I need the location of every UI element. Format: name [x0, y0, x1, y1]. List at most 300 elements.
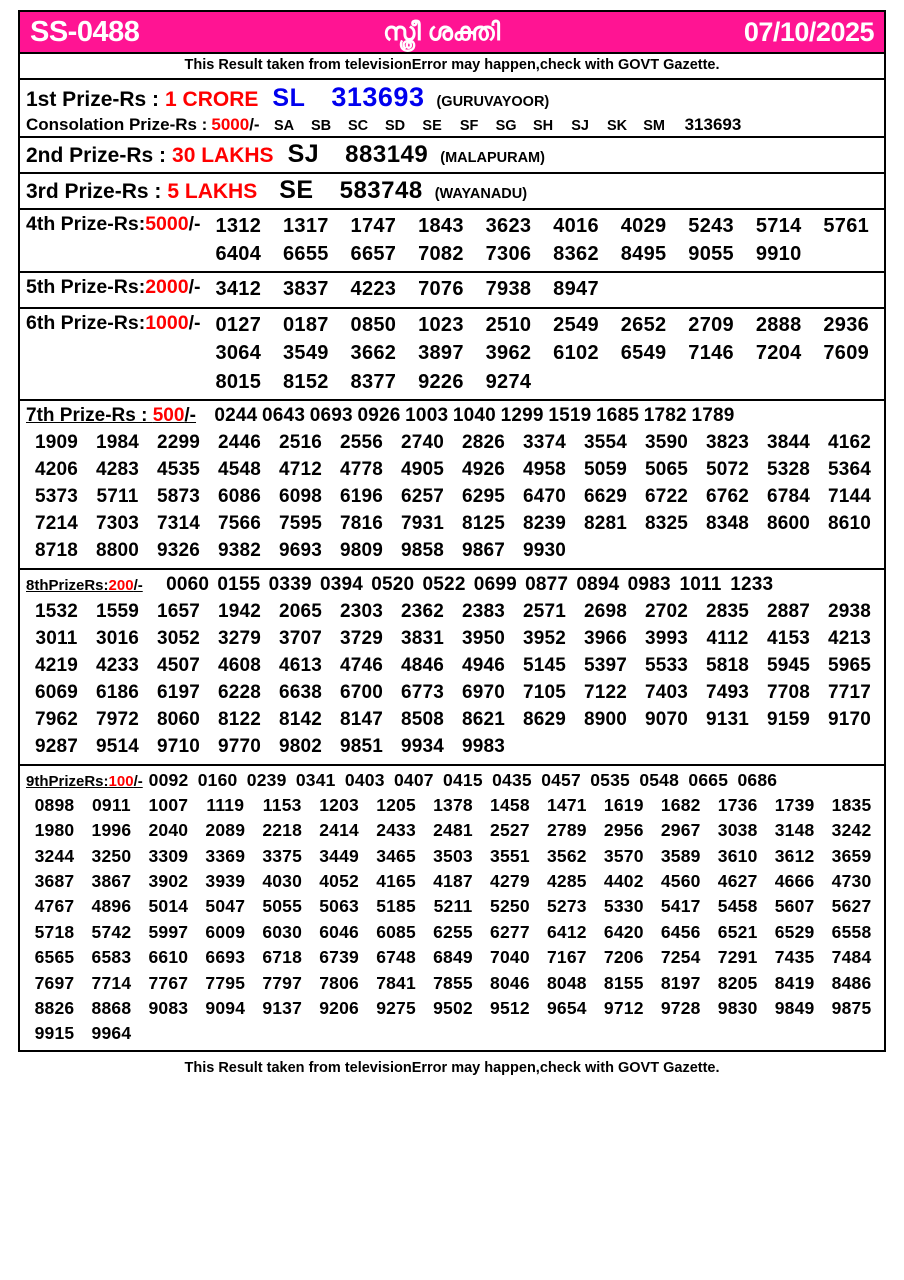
sixth-prize-line: [26, 311, 880, 396]
prize-number: 2709: [688, 313, 734, 336]
prize-number: 4112: [706, 627, 749, 649]
prize-number: 6228: [217, 681, 262, 703]
prize-number: 1040: [452, 405, 496, 427]
prize-number: 6102: [553, 342, 599, 365]
prize-number: 4219: [34, 654, 79, 676]
prize-number: 3966: [583, 627, 628, 649]
prize-number: 2652: [620, 313, 667, 336]
prize-number: 5273: [546, 896, 587, 917]
prize-number: 7806: [319, 972, 359, 993]
prize-number: 4402: [603, 871, 644, 892]
prize-number: 5243: [688, 214, 734, 237]
prize-number: 1835: [831, 794, 872, 815]
prize-number: 8122: [217, 708, 262, 730]
prize-number: 9287: [34, 735, 79, 757]
prize-number: 4162: [827, 431, 872, 453]
prize-number: 1739: [774, 794, 815, 815]
prize-number: 2510: [485, 313, 532, 336]
prize-number: 8325: [644, 512, 689, 534]
prize-number: 3309: [148, 845, 189, 866]
prize-number: 0127: [215, 313, 262, 336]
prize-number: 9851: [339, 735, 384, 757]
prize-number: 0160: [197, 769, 238, 790]
prize-number: 0983: [627, 573, 671, 595]
prize-number: 3823: [705, 431, 750, 453]
prize-number: 8718: [34, 539, 79, 561]
prize-number: 2549: [553, 313, 599, 336]
prize-number: 6186: [95, 681, 140, 703]
seventh-prize-suffix: /-: [184, 405, 197, 427]
prize-number: 6549: [620, 342, 667, 365]
prize-number: 2887: [766, 600, 811, 622]
ninth-prize-label: [26, 773, 144, 790]
prize-number: 0415: [443, 769, 483, 790]
prize-number: 0155: [217, 573, 261, 595]
prize-number: 1007: [148, 794, 189, 815]
prize-number: 7306: [485, 243, 532, 266]
prize-number: 9849: [774, 997, 815, 1018]
prize-number: 6086: [217, 485, 262, 507]
prize-number: 9274: [485, 370, 532, 393]
prize-number: 5718: [34, 921, 75, 942]
prize-number: 7962: [34, 708, 79, 730]
prize-number: 3662: [350, 342, 397, 365]
prize-number: 3939: [205, 871, 246, 892]
prize-number: 9070: [644, 708, 689, 730]
consolation-series-code: SG: [495, 117, 517, 134]
consolation-prize-amount: 5000: [211, 114, 250, 134]
prize-board: [18, 80, 886, 1052]
prize-number: 0407: [393, 769, 434, 790]
prize-number: 7816: [339, 512, 384, 534]
prize-number: 5211: [433, 896, 473, 917]
result-header-band: [18, 10, 886, 54]
prize-number: 8197: [660, 972, 701, 993]
second-prize-amount: 30 LAKHS: [172, 143, 274, 167]
eighth-prize-amount: 200: [108, 576, 134, 594]
prize-number: 4153: [766, 627, 811, 649]
prize-number: 7122: [583, 681, 628, 703]
prize-number: 7167: [546, 947, 587, 968]
prize-number: 1909: [34, 431, 79, 453]
third-prize-number: 583748: [339, 176, 423, 204]
prize-number: 7697: [34, 972, 75, 993]
fourth-prize-label: [26, 212, 201, 236]
prize-number: 6849: [433, 947, 473, 968]
prize-number: 3844: [766, 431, 811, 453]
prize-number: 6565: [34, 947, 75, 968]
prize-number: 2299: [156, 431, 201, 453]
prize-number: 5714: [755, 214, 802, 237]
prize-number: 5364: [827, 458, 872, 480]
ninth-prize-first-line: [26, 768, 880, 793]
prize-number: 8508: [400, 708, 445, 730]
prize-number: 1996: [91, 820, 132, 841]
eighth-prize-label: [26, 577, 162, 594]
prize-number: 0693: [309, 405, 353, 427]
prize-number: 2789: [546, 820, 587, 841]
prize-number: 1153: [262, 794, 302, 815]
prize-number: 2516: [278, 431, 323, 453]
prize-number: 4730: [831, 871, 872, 892]
prize-number: 8142: [278, 708, 323, 730]
sixth-prize-label-text: 6th Prize-Rs:: [26, 311, 146, 334]
prize-number: 6558: [831, 921, 872, 942]
prize-number: 1119: [206, 794, 245, 815]
prize-number: 2956: [603, 820, 644, 841]
fourth-prize-amount: 5000: [145, 212, 189, 235]
prize-number: 0850: [350, 313, 397, 336]
prize-number: 5945: [766, 654, 811, 676]
prize-number: 9915: [34, 1023, 75, 1044]
prize-number: 1532: [34, 600, 79, 622]
sixth-prize-row: [20, 309, 884, 401]
first-prize-series: SL: [272, 83, 306, 112]
prize-number: 2702: [644, 600, 689, 622]
prize-number: 9206: [319, 997, 359, 1018]
prize-number: 3549: [282, 342, 329, 365]
prize-number: 9226: [418, 370, 464, 393]
prize-number: 4187: [433, 871, 473, 892]
prize-number: 4896: [91, 896, 132, 917]
prize-number: 0244: [214, 405, 258, 427]
prize-number: 6700: [339, 681, 384, 703]
consolation-series-code: SH: [533, 117, 554, 134]
prize-number: 3950: [461, 627, 506, 649]
prize-number: 9867: [461, 539, 506, 561]
prize-number: 8600: [766, 512, 811, 534]
prize-number: 9514: [95, 735, 140, 757]
fourth-prize-row: [20, 210, 884, 274]
prize-number: 0877: [525, 573, 569, 595]
prize-number: 6773: [400, 681, 445, 703]
prize-number: 3369: [205, 845, 246, 866]
prize-number: 6069: [34, 681, 79, 703]
prize-number: 0686: [737, 769, 778, 790]
prize-number: 9934: [400, 735, 445, 757]
prize-number: 0239: [246, 769, 287, 790]
prize-number: 3729: [339, 627, 384, 649]
prize-number: 1559: [95, 600, 140, 622]
prize-number: 2481: [433, 820, 473, 841]
prize-number: 7795: [205, 972, 246, 993]
prize-number: 9326: [156, 539, 201, 561]
prize-number: 3962: [485, 342, 532, 365]
prize-number: 5458: [717, 896, 758, 917]
prize-number: 4846: [400, 654, 445, 676]
prize-number: 1471: [546, 794, 587, 815]
prize-number: 2362: [400, 600, 445, 622]
prize-number: 9875: [831, 997, 872, 1018]
prize-number: 6629: [583, 485, 628, 507]
prize-number: 0339: [268, 573, 312, 595]
prize-number: 2040: [148, 820, 189, 841]
ninth-prize-amount: 100: [108, 772, 134, 790]
prize-number: 6046: [319, 921, 359, 942]
prize-number: 1011: [679, 573, 722, 595]
prize-number: 4052: [319, 871, 359, 892]
prize-number: 0911: [92, 794, 131, 815]
prize-number: 5185: [376, 896, 416, 917]
prize-number: 6412: [546, 921, 587, 942]
prize-number: 7484: [831, 947, 872, 968]
prize-number: 3902: [148, 871, 189, 892]
prize-number: 5742: [91, 921, 132, 942]
prize-number: 2740: [400, 431, 445, 453]
prize-number: 3038: [717, 820, 758, 841]
prize-number: 8147: [339, 708, 384, 730]
prize-number: 8629: [522, 708, 567, 730]
prize-number: 2888: [755, 313, 802, 336]
seventh-prize-first-line: [26, 403, 880, 430]
prize-number: 7493: [705, 681, 750, 703]
seventh-prize-row: [20, 401, 884, 570]
prize-number: 2826: [461, 431, 506, 453]
prize-number: 1736: [717, 794, 758, 815]
prize-number: 8621: [461, 708, 506, 730]
prize-number: 3551: [490, 845, 530, 866]
second-prize-series: SJ: [287, 139, 320, 168]
prize-number: 3831: [400, 627, 445, 649]
consolation-series-code: SE: [422, 117, 442, 134]
prize-number: 8125: [461, 512, 506, 534]
prize-number: 3687: [34, 871, 75, 892]
prize-number: 4946: [461, 654, 506, 676]
prize-number: 4285: [546, 871, 587, 892]
prize-number: 7767: [148, 972, 189, 993]
prize-number: 5965: [827, 654, 872, 676]
prize-number: 8495: [620, 243, 667, 266]
prize-number: 8362: [553, 243, 599, 266]
consolation-prize-suffix: /-: [249, 114, 260, 134]
prize-number: 3837: [282, 278, 329, 301]
prize-number: 9159: [766, 708, 811, 730]
fifth-prize-amount: 2000: [145, 276, 189, 299]
third-prize-label: 3rd Prize-Rs :: [26, 179, 162, 203]
prize-number: 1458: [490, 794, 530, 815]
consolation-prize-line: [26, 115, 880, 135]
seventh-prize-label-text: 7th Prize-Rs :: [26, 405, 153, 427]
prize-number: 9512: [490, 997, 530, 1018]
prize-number: 1685: [596, 405, 640, 427]
prize-number: 1843: [418, 214, 464, 237]
prize-number: 3148: [774, 820, 815, 841]
prize-number: 5145: [522, 654, 567, 676]
prize-number: 0665: [688, 769, 729, 790]
prize-number: 5055: [262, 896, 303, 917]
prize-number: 5250: [490, 896, 530, 917]
prize-number: 3897: [418, 342, 464, 365]
prize-number: 5373: [34, 485, 79, 507]
prize-number: 3412: [215, 278, 262, 301]
prize-number: 4165: [376, 871, 416, 892]
prize-number: 1682: [660, 794, 701, 815]
prize-number: 5072: [705, 458, 750, 480]
prize-number: 5330: [603, 896, 644, 917]
prize-number: 6404: [215, 243, 262, 266]
prize-number: 1317: [282, 214, 329, 237]
prize-number: 1378: [433, 794, 473, 815]
prize-number: 7717: [827, 681, 872, 703]
prize-number: 7938: [485, 278, 532, 301]
prize-number: 9693: [278, 539, 323, 561]
prize-number: 1942: [217, 600, 262, 622]
prize-number: 4507: [156, 654, 201, 676]
fifth-prize-line: [26, 275, 880, 303]
prize-number: 4712: [278, 458, 323, 480]
consolation-series-code: SJ: [571, 117, 589, 134]
fourth-prize-line: [26, 212, 880, 269]
prize-number: 6277: [490, 921, 530, 942]
prize-number: 7403: [644, 681, 689, 703]
prize-number: 6295: [461, 485, 506, 507]
prize-number: 7972: [95, 708, 140, 730]
prize-number: 7146: [688, 342, 734, 365]
seventh-prize-label: [26, 405, 212, 427]
prize-number: 3867: [91, 871, 132, 892]
prize-number: 6521: [717, 921, 758, 942]
prize-number: 9654: [546, 997, 587, 1018]
prize-number: 2433: [376, 820, 416, 841]
prize-number: 5873: [156, 485, 201, 507]
prize-number: 2218: [262, 820, 303, 841]
prize-number: 6748: [376, 947, 416, 968]
prize-number: 9983: [461, 735, 506, 757]
prize-number: 8239: [522, 512, 567, 534]
prize-number: 3279: [217, 627, 262, 649]
prize-number: 4608: [217, 654, 262, 676]
prize-number: 8610: [827, 512, 872, 534]
prize-number: 9930: [522, 539, 567, 561]
prize-number: 7314: [156, 512, 201, 534]
prize-number: 0535: [590, 769, 630, 790]
prize-number: 1980: [34, 820, 75, 841]
ninth-prize-suffix: /-: [133, 772, 143, 790]
prize-number: 6657: [350, 243, 397, 266]
second-prize-row: [20, 138, 884, 174]
eighth-prize-first-line: [26, 572, 880, 599]
prize-number: 6722: [644, 485, 689, 507]
prize-number: 5397: [583, 654, 628, 676]
prize-number: 3707: [278, 627, 323, 649]
prize-number: 6583: [91, 947, 132, 968]
prize-number: 4233: [95, 654, 140, 676]
first-prize-number: 313693: [331, 81, 425, 112]
prize-number: 4206: [34, 458, 79, 480]
prize-number: 9802: [278, 735, 323, 757]
top-disclaimer: This Result taken from televisionError may happen,check with GOVT Gazette.: [18, 54, 886, 80]
prize-number: 5417: [660, 896, 701, 917]
prize-number: 6470: [522, 485, 567, 507]
ninth-prize-numbers-head: [144, 768, 880, 793]
prize-number: 4778: [339, 458, 384, 480]
fifth-prize-numbers: [205, 275, 880, 303]
prize-number: 9770: [217, 735, 262, 757]
prize-number: 9131: [705, 708, 750, 730]
prize-number: 0522: [422, 573, 466, 595]
prize-number: 8152: [282, 370, 329, 393]
prize-number: 3952: [522, 627, 567, 649]
prize-number: 6197: [156, 681, 201, 703]
prize-number: 9382: [217, 539, 262, 561]
prize-number: 2571: [522, 600, 567, 622]
bottom-disclaimer: This Result taken from televisionError may happen,check with GOVT Gazette.: [184, 1059, 720, 1076]
eighth-prize-label-text: 8thPrizeRs:: [26, 576, 109, 594]
prize-number: 8015: [215, 370, 262, 393]
prize-number: 3250: [91, 845, 132, 866]
consolation-series-code: SF: [459, 117, 479, 134]
prize-number: 0092: [148, 769, 189, 790]
prize-number: 2303: [339, 600, 384, 622]
prize-number: 7204: [755, 342, 802, 365]
prize-number: 7303: [95, 512, 140, 534]
seventh-prize-amount: 500: [152, 405, 185, 427]
fifth-prize-label-text: 5th Prize-Rs:: [26, 276, 146, 299]
prize-number: 1519: [548, 405, 592, 427]
prize-number: 1782: [643, 405, 687, 427]
prize-number: 5711: [96, 485, 139, 507]
prize-number: 4958: [522, 458, 567, 480]
prize-number: 9502: [433, 997, 473, 1018]
prize-number: 3016: [95, 627, 140, 649]
prize-number: 4613: [278, 654, 323, 676]
prize-number: 3503: [433, 845, 473, 866]
prize-number: 6610: [148, 947, 189, 968]
consolation-prize-label: Consolation Prize-Rs :: [26, 114, 208, 134]
prize-number: 0699: [473, 573, 517, 595]
prize-number: 3554: [583, 431, 628, 453]
prize-number: 0894: [576, 573, 620, 595]
prize-number: 5014: [148, 896, 189, 917]
prize-number: 0898: [34, 794, 75, 815]
first-prize-label: 1st Prize-Rs :: [26, 87, 160, 111]
prize-number: 2556: [339, 431, 384, 453]
prize-number: 2065: [278, 600, 323, 622]
prize-number: 0643: [262, 405, 306, 427]
fourth-prize-numbers: [205, 212, 880, 269]
prize-number: 2527: [490, 820, 530, 841]
prize-number: 2967: [660, 820, 701, 841]
eighth-prize-row: [20, 570, 884, 766]
prize-number: 3375: [262, 845, 303, 866]
prize-number: 6970: [461, 681, 506, 703]
prize-number: 6255: [433, 921, 473, 942]
prize-number: 4213: [827, 627, 872, 649]
sixth-prize-label: [26, 311, 201, 335]
prize-number: 0341: [295, 769, 336, 790]
prize-number: 5059: [583, 458, 628, 480]
fifth-prize-row: [20, 273, 884, 308]
ninth-prize-row: [20, 766, 884, 1050]
prize-number: 3993: [644, 627, 689, 649]
first-prize-amount: 1 CRORE: [165, 87, 259, 111]
prize-number: 6739: [319, 947, 359, 968]
prize-number: 4560: [660, 871, 701, 892]
prize-number: 1205: [376, 794, 416, 815]
first-prize-place: (GURUVAYOOR): [436, 93, 550, 110]
prize-number: 8947: [553, 278, 599, 301]
third-prize-row: [20, 174, 884, 210]
prize-number: 5533: [644, 654, 689, 676]
prize-number: 4627: [717, 871, 758, 892]
prize-number: 8348: [705, 512, 750, 534]
prize-number: 6420: [603, 921, 644, 942]
prize-number: 3612: [774, 845, 815, 866]
seventh-prize-numbers-head: [212, 403, 880, 430]
prize-number: 4548: [217, 458, 262, 480]
prize-number: 7609: [823, 342, 870, 365]
prize-number: 1233: [730, 573, 774, 595]
